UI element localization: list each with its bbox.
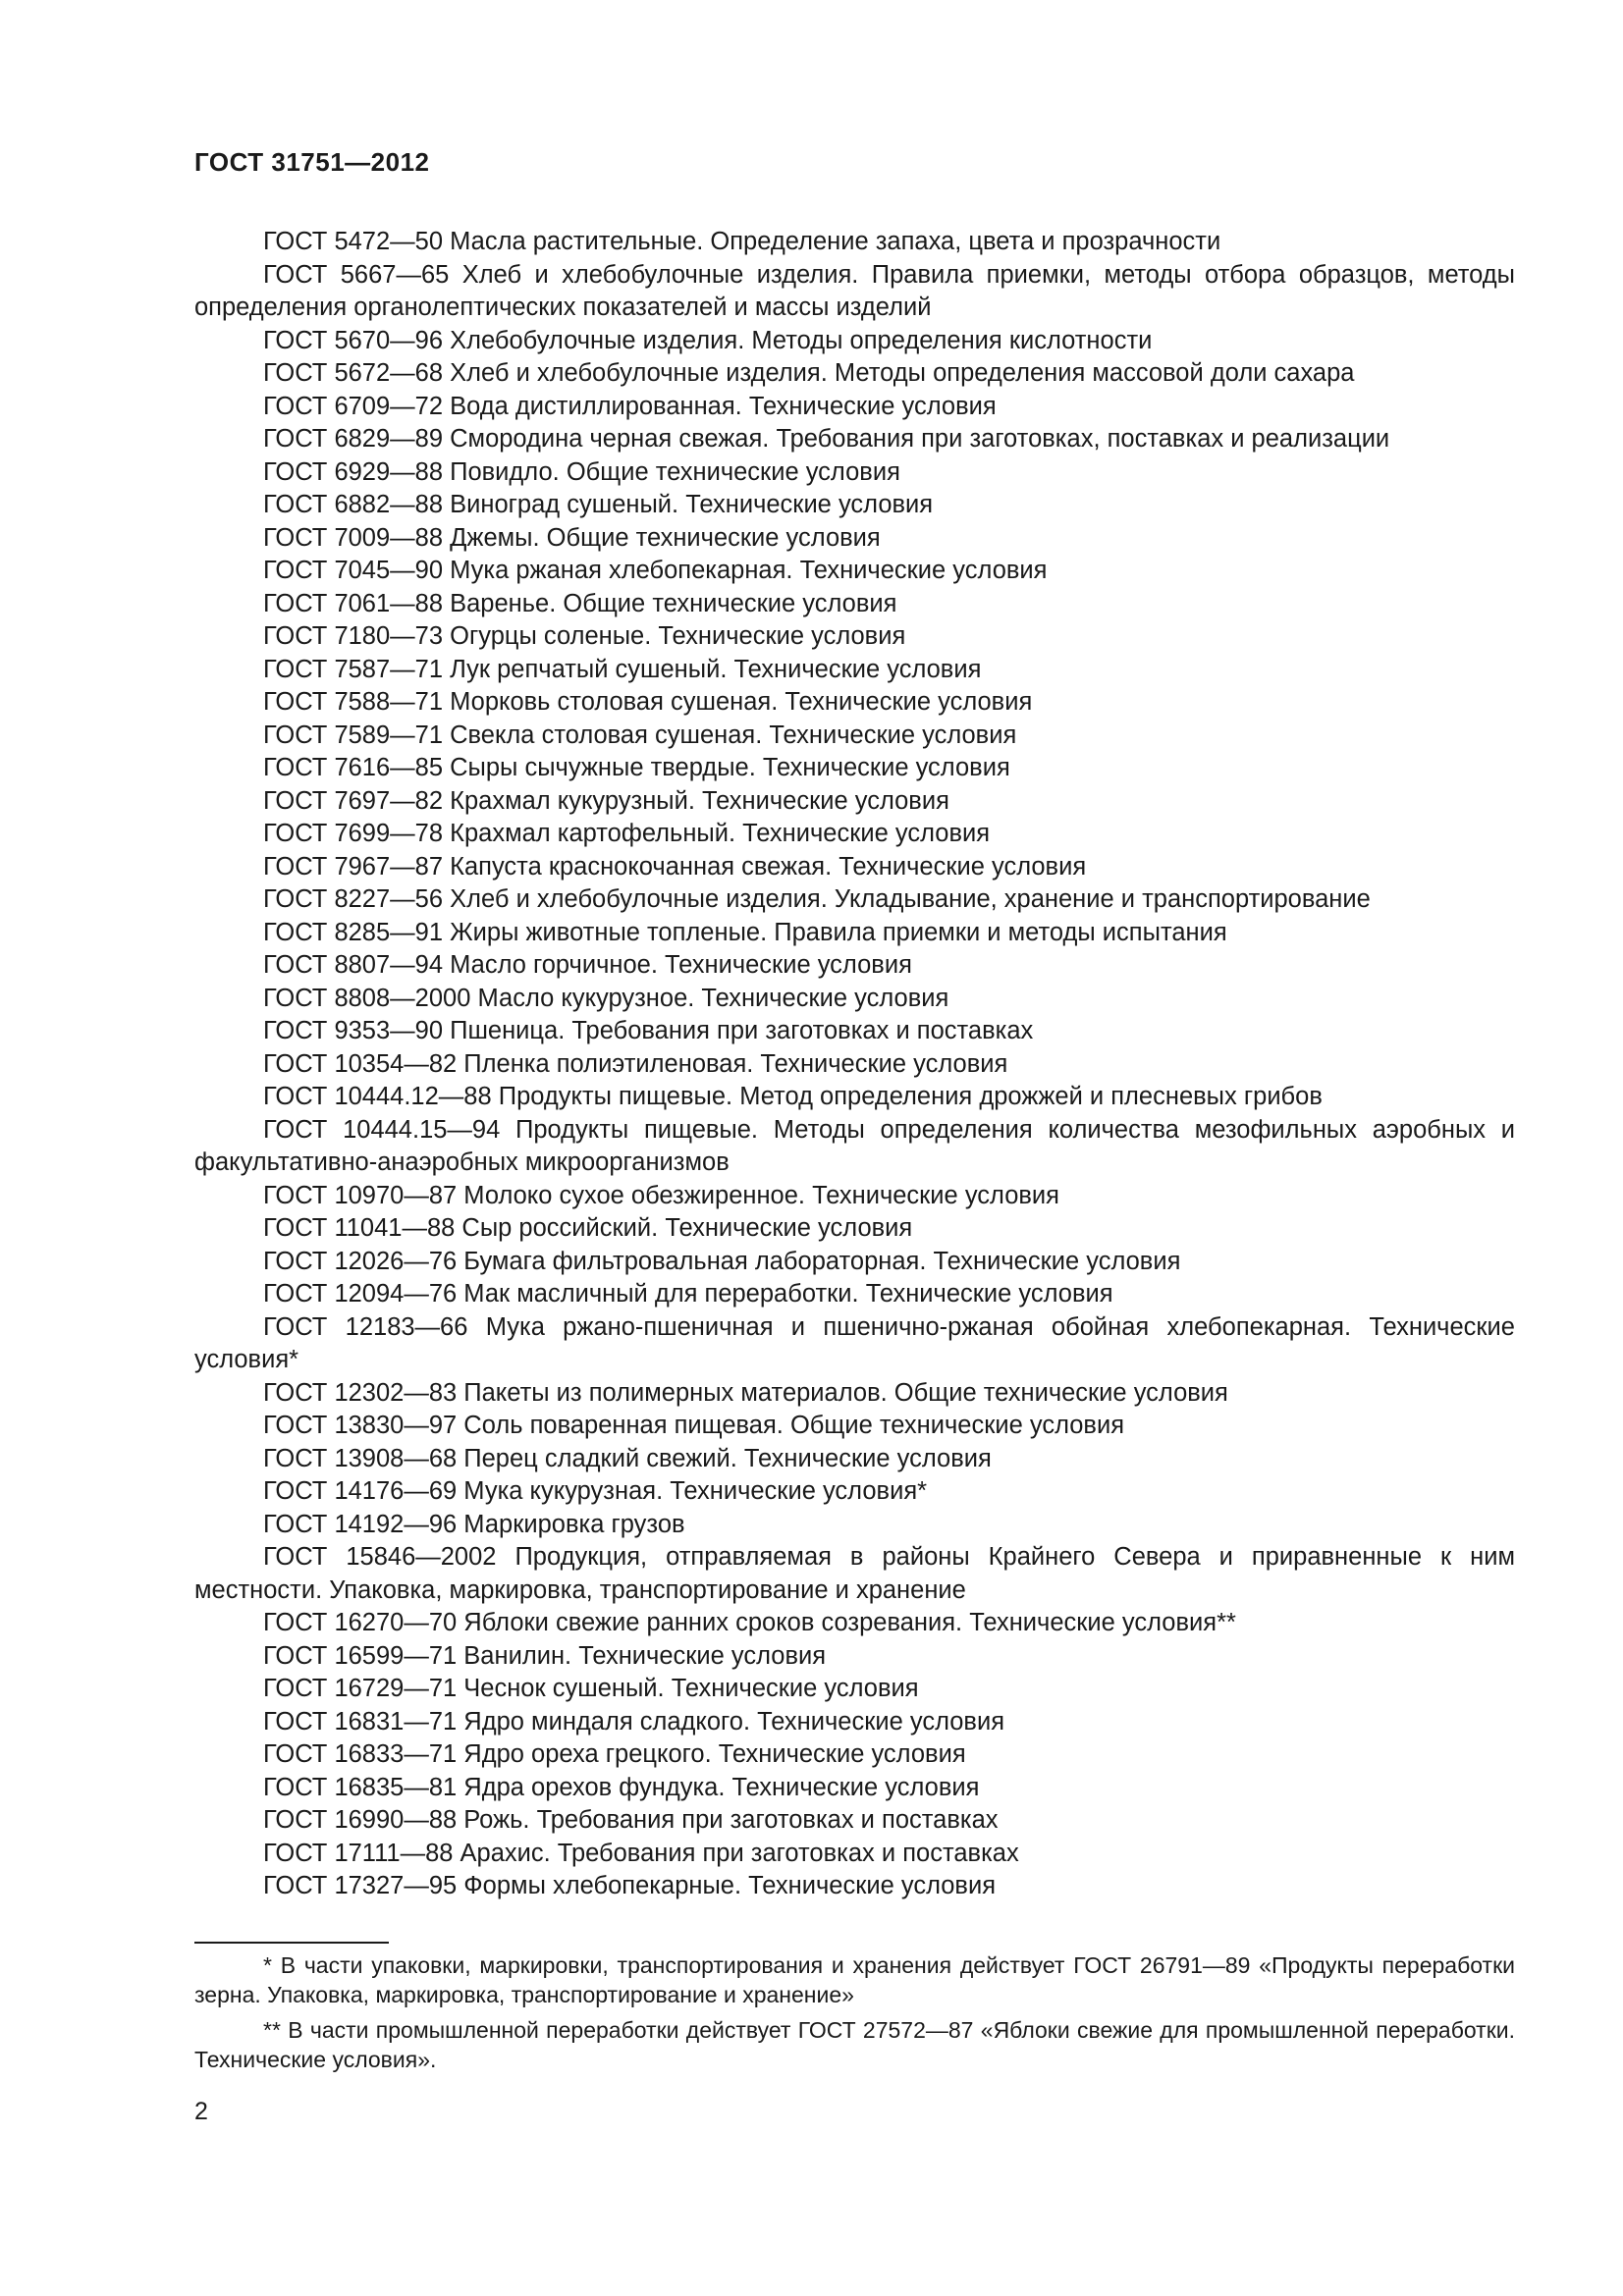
reference-item: ГОСТ 16990—88 Рожь. Требования при заготовках и поставках — [263, 1806, 999, 1834]
reference-item: ГОСТ 5672—68 Хлеб и хлебобулочные изделия. Методы определения массовой доли сахара — [263, 359, 1355, 387]
reference-item: ГОСТ 10444.12—88 Продукты пищевые. Метод определения дрожжей и плесневых грибов — [263, 1083, 1323, 1110]
reference-item: ГОСТ 16835—81 Ядра орехов фундука. Технические условия — [263, 1773, 980, 1801]
reference-item: ГОСТ 5472—50 Масла растительные. Определение запаха, цвета и прозрачности — [263, 228, 1221, 255]
reference-item: ГОСТ 7045—90 Мука ржаная хлебопекарная. Технические условия — [263, 557, 1048, 584]
reference-item: ГОСТ 13830—97 Соль поваренная пищевая. Общие технические условия — [263, 1412, 1125, 1439]
reference-item: ГОСТ 16729—71 Чеснок сушеный. Технические условия — [263, 1675, 919, 1702]
reference-item: ГОСТ 5670—96 Хлебобулочные изделия. Методы определения кислотности — [263, 326, 1153, 354]
page-number: 2 — [194, 2098, 208, 2125]
reference-item: ГОСТ 7697—82 Крахмал кукурузный. Технические условия — [263, 786, 949, 815]
reference-item: ГОСТ 8807—94 Масло горчичное. Технические условия — [263, 951, 912, 979]
reference-item: ГОСТ 16270—70 Яблоки свежие ранних сроков созревания. Технические условия** — [263, 1609, 1236, 1636]
document-header: ГОСТ 31751—2012 — [194, 147, 430, 177]
reference-item: ГОСТ 16599—71 Ванилин. Технические условия — [263, 1641, 827, 1670]
reference-item: ГОСТ 8285—91 Жиры животные топленые. Правила приемки и методы испытания — [263, 918, 1227, 946]
reference-item: ГОСТ 10444.15—94 Продукты пищевые. Методы определения количества мезофильных аэробных и факультативно-анаэробных микроорганизмов — [194, 1115, 1515, 1176]
reference-item: ГОСТ 7589—71 Свекла столовая сушеная. Технические условия — [263, 721, 1017, 749]
reference-item: ГОСТ 6882—88 Виноград сушеный. Технические условия — [263, 491, 934, 518]
reference-item: ГОСТ 17327—95 Формы хлебопекарные. Технические условия — [263, 1872, 997, 1899]
reference-item: ГОСТ 7061—88 Варенье. Общие технические условия — [263, 589, 897, 617]
reference-item: ГОСТ 7587—71 Лук репчатый сушеный. Технические условия — [263, 655, 982, 683]
reference-item: ГОСТ 10970—87 Молоко сухое обезжиренное. Технические условия — [263, 1181, 1059, 1209]
reference-item: ГОСТ 6929—88 Повидло. Общие технические условия — [263, 457, 900, 486]
reference-item: ГОСТ 14192—96 Маркировка грузов — [263, 1510, 685, 1538]
footnote: * В части упаковки, маркировки, транспортирования и хранения действует ГОСТ 26791—89 «Продукты переработки зерна. Упаковка, маркировка, транспортирование и хранение» — [194, 1952, 1515, 2007]
reference-item: ГОСТ 12302—83 Пакеты из полимерных материалов. Общие технические условия — [263, 1378, 1228, 1407]
reference-item: ГОСТ 14176—69 Мука кукурузная. Технические условия* — [263, 1477, 928, 1505]
reference-item: ГОСТ 8808—2000 Масло кукурузное. Технические условия — [263, 984, 949, 1012]
reference-item: ГОСТ 7967—87 Капуста краснокочанная свежая. Технические условия — [263, 852, 1087, 881]
reference-item: ГОСТ 11041—88 Сыр российский. Технические условия — [263, 1214, 913, 1242]
reference-item: ГОСТ 5667—65 Хлеб и хлебобулочные изделия. Правила приемки, методы отбора образцов, методы определения органолептических показателей и массы изделий — [194, 260, 1515, 321]
normative-references-list — [194, 226, 1515, 1903]
footnote: ** В части промышленной переработки действует ГОСТ 27572—87 «Яблоки свежие для промышленной переработки. Технические условия». — [194, 2017, 1515, 2072]
reference-item: ГОСТ 6829—89 Смородина черная свежая. Требования при заготовках, поставках и реализации — [263, 425, 1390, 453]
reference-item: ГОСТ 12094—76 Мак масличный для переработки. Технические условия — [263, 1280, 1113, 1308]
reference-item: ГОСТ 12026—76 Бумага фильтровальная лабораторная. Технические условия — [263, 1247, 1181, 1275]
reference-item: ГОСТ 9353—90 Пшеница. Требования при заготовках и поставках — [263, 1017, 1034, 1044]
reference-item: ГОСТ 16833—71 Ядро ореха грецкого. Технические условия — [263, 1740, 966, 1768]
reference-item: ГОСТ 6709—72 Вода дистиллированная. Технические условия — [263, 392, 997, 420]
footnote-separator — [194, 1942, 389, 1944]
reference-item: ГОСТ 13908—68 Перец сладкий свежий. Технические условия — [263, 1444, 992, 1472]
reference-item: ГОСТ 7009—88 Джемы. Общие технические условия — [263, 523, 881, 552]
reference-item: ГОСТ 7180—73 Огурцы соленые. Технические условия — [263, 622, 906, 650]
reference-item: ГОСТ 7616—85 Сыры сычужные твердые. Технические условия — [263, 754, 1010, 781]
reference-item: ГОСТ 8227—56 Хлеб и хлебобулочные изделия. Укладывание, хранение и транспортирование — [263, 885, 1371, 913]
reference-item: ГОСТ 17111—88 Арахис. Требования при заготовках и поставках — [263, 1839, 1019, 1867]
footnotes — [194, 1950, 1515, 2080]
reference-item: ГОСТ 16831—71 Ядро миндаля сладкого. Технические условия — [263, 1707, 1005, 1735]
reference-item: ГОСТ 15846—2002 Продукция, отправляемая в районы Крайнего Севера и приравненные к ним местности. Упаковка, маркировка, транспортирование и хранение — [194, 1543, 1515, 1604]
reference-item: ГОСТ 12183—66 Мука ржано-пшеничная и пшенично-ржаная обойная хлебопекарная. Технические условия* — [194, 1312, 1515, 1373]
reference-item: ГОСТ 7699—78 Крахмал картофельный. Технические условия — [263, 820, 991, 847]
reference-item: ГОСТ 10354—82 Пленка полиэтиленовая. Технические условия — [263, 1049, 1008, 1078]
reference-item: ГОСТ 7588—71 Морковь столовая сушеная. Технические условия — [263, 688, 1033, 716]
